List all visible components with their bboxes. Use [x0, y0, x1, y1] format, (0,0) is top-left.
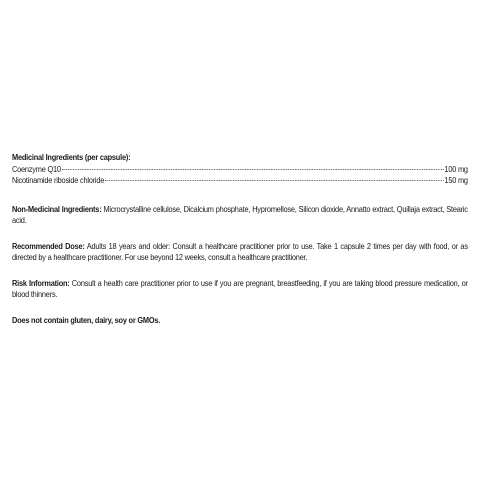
dotted-leader [105, 180, 444, 181]
recommended-dose-text: Adults 18 years and older: Consult a healthcare practitioner prior to use. Take 1 capsule 2 times per day with food, or as directed by a healthcare practitioner. For use beyond 12 weeks, consult a healthcare practitioner. [12, 240, 468, 262]
allergen-statement: Does not contain gluten, dairy, soy or GMOs. [12, 314, 161, 325]
ingredient-amount: 100 mg [444, 163, 468, 174]
dotted-leader [62, 169, 444, 170]
supplement-label-panel [12, 152, 468, 326]
ingredient-name: Coenzyme Q10 [12, 163, 61, 174]
non-medicinal-ingredients-section [12, 204, 468, 227]
recommended-dose-label: Recommended Dose: [12, 240, 85, 251]
medicinal-ingredients-section [12, 152, 468, 187]
medicinal-ingredients-heading: Medicinal Ingredients (per capsule): [12, 152, 131, 162]
ingredient-amount: 150 mg [444, 175, 468, 185]
recommended-dose-section [12, 241, 468, 264]
risk-information-text: Consult a health care practitioner prior to use if you are pregnant, breastfeeding, if you are taking blood pressure medication, or blood thinners. [12, 277, 468, 299]
risk-information-label: Risk Information: [12, 277, 70, 288]
ingredient-row-coenzyme-q10 [12, 164, 468, 176]
allergen-statement-section [12, 315, 468, 327]
risk-information-section [12, 278, 468, 301]
ingredient-name: Nicotinamide riboside chloride [12, 175, 105, 185]
non-medicinal-label: Non-Medicinal Ingredients: [12, 203, 102, 214]
ingredient-row-nicotinamide-riboside [12, 175, 468, 187]
non-medicinal-text: Microcrystalline cellulose, Dicalcium phosphate, Hypromellose, Silicon dioxide, Annatto extract, Quillaja extract, Stearic acid. [12, 203, 468, 225]
